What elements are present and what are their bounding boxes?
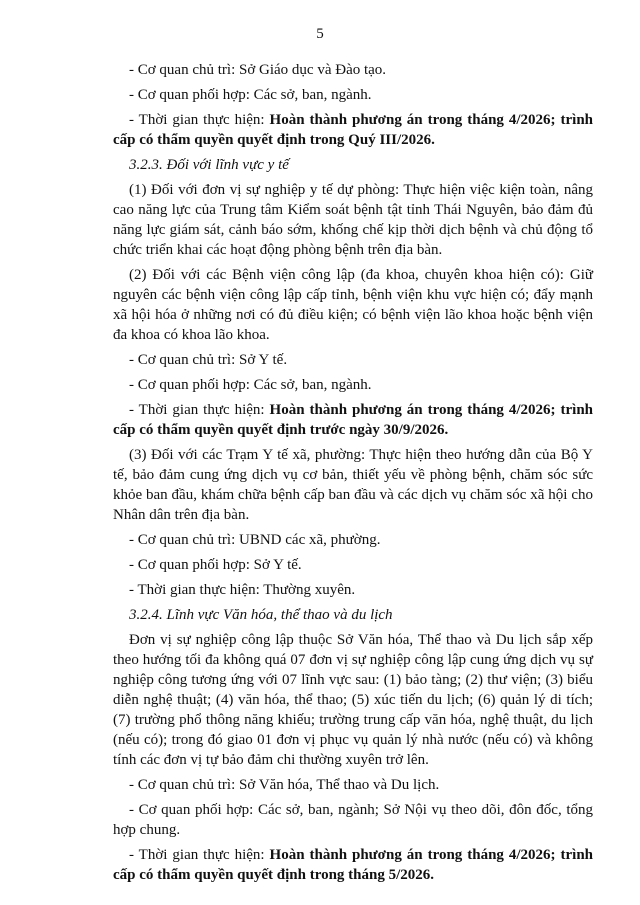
paragraph: Đơn vị sự nghiệp công lập thuộc Sở Văn hóa, Thể thao và Du lịch sắp xếp theo hướng tối đa không quá 07 đơn vị sự nghiệp công lập cung ứng dịch vụ sự nghiệp công tương ứng với 07 lĩnh vực sau: (1) bảo tàng; (2) thư viện; (3) biểu diễn nghệ thuật; (4) văn hóa, thể thao; (5) xúc tiến du lịch; (6) quản lý di tích; (7) trường phổ thông năng khiếu; trường trung cấp văn hóa, nghệ thuật, du lịch (nếu có); trong đó giao 01 đơn vị phục vụ quản lý nhà nước (nếu có) và không tính các đơn vị tự bảo đảm chi thường xuyên trở lên. xyxy=(113,632,593,768)
paragraph: (3) Đối với các Trạm Y tế xã, phường: Thực hiện theo hướng dẫn của Bộ Y tế, bảo đảm cung ứng dịch vụ cơ bản, thiết yếu về phòng bệnh, chăm sóc sức khỏe ban đầu, khám chữa bệnh cấp ban đầu và các dịch vụ chăm sóc xã hội cho Nhân dân trên địa bàn. xyxy=(113,447,593,523)
page-number: 5 xyxy=(316,26,324,42)
paragraph: - Cơ quan chủ trì: Sở Y tế. xyxy=(129,352,288,368)
paragraph: - Cơ quan phối hợp: Các sở, ban, ngành. xyxy=(129,377,372,393)
paragraph: - Cơ quan phối hợp: Các sở, ban, ngành; Sở Nội vụ theo dõi, đôn đốc, tổng hợp chung. xyxy=(113,802,593,838)
paragraph: - Cơ quan chủ trì: Sở Văn hóa, Thể thao và Du lịch. xyxy=(129,777,440,793)
paragraph xyxy=(113,400,593,440)
paragraph xyxy=(113,845,593,885)
section-heading: 3.2.4. Lĩnh vực Văn hóa, thể thao và du lịch xyxy=(129,607,393,623)
paragraph: - Cơ quan phối hợp: Các sở, ban, ngành. xyxy=(129,87,372,103)
paragraph-bold: Hoàn thành phương án trong tháng 4/2026; trình cấp có thẩm quyền quyết định trong Quý III/2026. xyxy=(113,112,594,148)
paragraph: - Thời gian thực hiện: Thường xuyên. xyxy=(129,582,356,598)
paragraph-prefix: - Thời gian thực hiện: xyxy=(129,112,270,128)
paragraph: (2) Đối với các Bệnh viện công lập (đa khoa, chuyên khoa hiện có): Giữ nguyên các bệnh viện công lập cấp tỉnh, bệnh viện khu vực hiện có; đẩy mạnh xã hội hóa ở những nơi có đủ điều kiện; có bệnh viện lão khoa hoặc bệnh viện đa khoa có khoa lão khoa. xyxy=(113,267,593,343)
paragraph-prefix: - Thời gian thực hiện: xyxy=(129,847,270,863)
paragraph: - Cơ quan chủ trì: Sở Giáo dục và Đào tạo. xyxy=(129,62,387,78)
section-heading: 3.2.3. Đối với lĩnh vực y tế xyxy=(129,157,289,173)
paragraph-bold: Hoàn thành phương án trong tháng 4/2026; trình cấp có thẩm quyền quyết định trước ngày 30/9/2026. xyxy=(113,402,594,438)
paragraph: - Cơ quan phối hợp: Sở Y tế. xyxy=(129,557,302,573)
paragraph-bold: Hoàn thành phương án trong tháng 4/2026; trình cấp có thẩm quyền quyết định trong tháng 5/2026. xyxy=(113,847,594,883)
paragraph-prefix: - Thời gian thực hiện: xyxy=(129,402,270,418)
document-body xyxy=(113,60,593,890)
paragraph: (1) Đối với đơn vị sự nghiệp y tế dự phòng: Thực hiện việc kiện toàn, nâng cao năng lực của Trung tâm Kiểm soát bệnh tật tỉnh Thái Nguyên, bảo đảm đủ năng lực giám sát, cảnh báo sớm, khống chế kịp thời dịch bệnh và chủ động tổ chức triển khai các hoạt động phòng bệnh trên địa bàn. xyxy=(113,182,593,258)
paragraph xyxy=(113,110,593,150)
paragraph: - Cơ quan chủ trì: UBND các xã, phường. xyxy=(129,532,381,548)
